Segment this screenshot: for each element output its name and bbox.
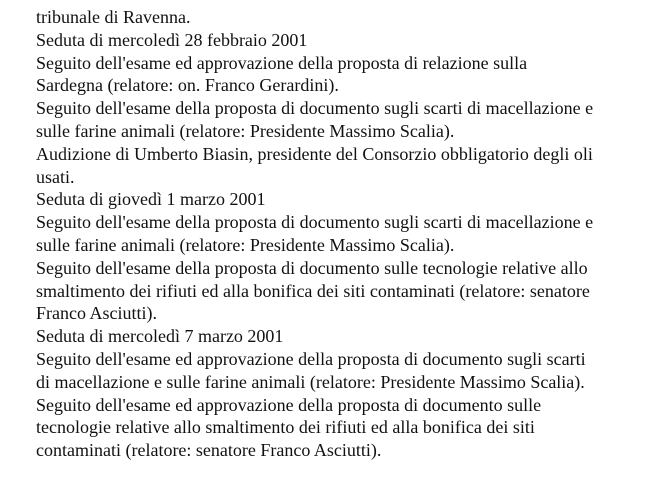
text-line: Franco Asciutti).: [36, 303, 157, 324]
text-line: Seguito dell'esame della proposta di documento sugli scarti di macellazione e: [36, 98, 594, 119]
session-heading: Seduta di giovedì 1 marzo 2001: [36, 189, 266, 210]
text-line: contaminati (relatore: senatore Franco Asciutti).: [36, 440, 382, 461]
text-line: Seguito dell'esame della proposta di documento sugli scarti di macellazione e: [36, 212, 594, 233]
text-line: Seguito dell'esame della proposta di documento sulle tecnologie relative allo: [36, 257, 588, 278]
text-line: smaltimento dei rifiuti ed alla bonifica dei siti contaminati (relatore: senatore: [36, 280, 590, 301]
text-line: Seguito dell'esame ed approvazione della proposta di documento sugli scarti: [36, 348, 586, 369]
text-line: Audizione di Umberto Biasin, presidente del Consorzio obbligatorio degli oli: [36, 143, 593, 164]
text-line: Seguito dell'esame ed approvazione della proposta di relazione sulla: [36, 52, 528, 73]
text-line: tribunale di Ravenna.: [36, 7, 191, 27]
text-line: sulle farine animali (relatore: Presidente Massimo Scalia).: [36, 234, 455, 255]
session-heading: Seduta di mercoledì 7 marzo 2001: [36, 326, 284, 347]
text-line: Seguito dell'esame ed approvazione della proposta di documento sulle: [36, 394, 542, 415]
text-line: di macellazione e sulle farine animali (relatore: Presidente Massimo Scalia).: [36, 371, 585, 392]
document-page: [36, 6, 666, 462]
text-line: Sardegna (relatore: on. Franco Gerardini).: [36, 75, 339, 96]
text-line: tecnologie relative allo smaltimento dei rifiuti ed alla bonifica dei siti: [36, 417, 535, 438]
session-heading: Seduta di mercoledì 28 febbraio 2001: [36, 29, 308, 50]
text-line: usati.: [36, 166, 75, 187]
text-line: sulle farine animali (relatore: Presidente Massimo Scalia).: [36, 120, 455, 141]
